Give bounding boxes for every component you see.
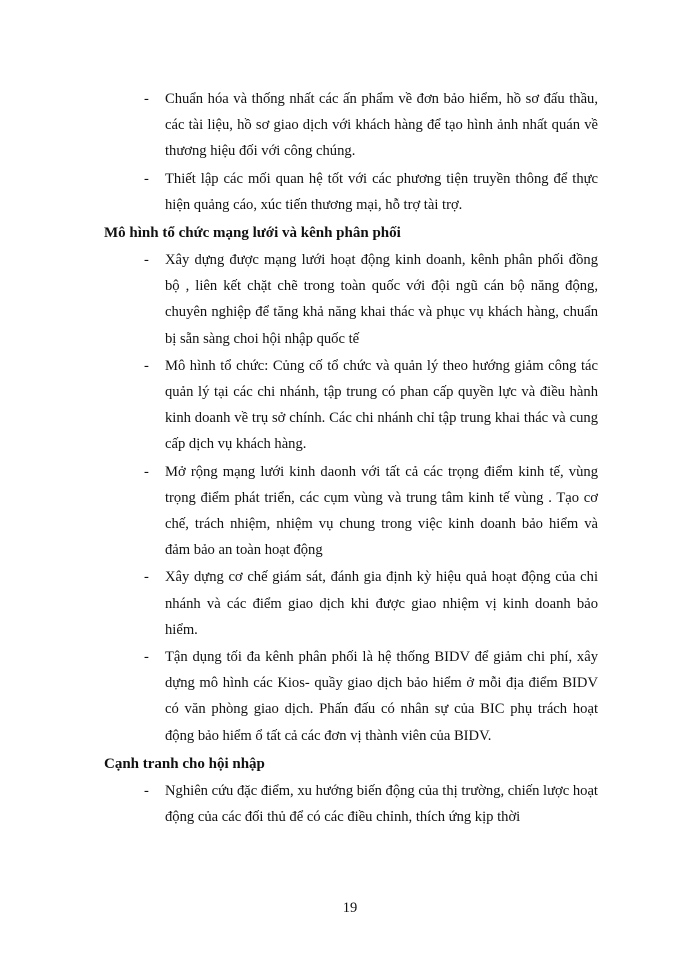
bullet-dash: - [144, 782, 149, 799]
bullet-item [104, 166, 598, 218]
bullet-text: Tận dụng tối đa kênh phân phối là hệ thống BIDV để giảm chi phí, xây dựng mô hình các Kios- quầy giao dịch bảo hiểm ở mỗi địa điểm BIDV có văn phòng giao dịch. Phấn đấu có nhân sự của BIC phụ trách hoạt động bảo hiểm ổ tất cả các đơn vị thành viên của BIDV. [165, 649, 598, 744]
bullet-dash: - [144, 252, 149, 269]
section-heading: Cạnh tranh cho hội nhập [104, 755, 265, 772]
bullet-item [104, 353, 598, 458]
section-network-model [104, 220, 598, 749]
bullet-text: Chuẩn hóa và thống nhất các ấn phẩm về đơn bảo hiểm, hồ sơ đấu thầu, các tài liệu, hồ sơ giao dịch với khách hàng để tạo hình ảnh nhất quán về thương hiệu đối với công chúng. [165, 91, 598, 160]
bullet-text: Thiết lập các mối quan hệ tốt với các phương tiện truyền thông để thực hiện quảng cáo, xúc tiến thương mại, hỗ trợ tài trợ. [165, 170, 598, 213]
bullet-dash: - [144, 357, 149, 374]
bullet-text: Xây dựng được mạng lưới hoạt động kinh doanh, kênh phân phối đồng bộ , liên kết chặt chẽ trong toàn quốc với đội ngũ cán bộ năng động, chuyên nghiệp để tăng khả năng khai thác và phục vụ khách hàng, chuẩn bị sẵn sàng choi hội nhập quốc tế [165, 252, 598, 347]
section-competition [104, 751, 598, 830]
bullet-dash: - [144, 649, 149, 666]
bullet-list [104, 778, 598, 830]
page-number: 19 [342, 900, 358, 916]
bullet-dash: - [144, 569, 149, 586]
bullet-item [104, 459, 598, 564]
bullet-text: Mở rộng mạng lưới kinh daonh với tất cả các trọng điểm kinh tế, vùng trọng điểm phát triển, các cụm vùng và trung tâm kinh tế vùng . Tạo cơ chế, trách nhiệm, nhiệm vụ chung trong việc kinh doanh bảo hiểm và đảm bảo an toàn hoạt động [165, 463, 598, 559]
bullet-dash: - [144, 463, 149, 480]
bullet-item [104, 564, 598, 643]
bullet-item [104, 247, 598, 352]
bullet-item [104, 778, 598, 830]
bullet-text: Mô hình tổ chức: Củng cố tổ chức và quản lý theo hướng giảm công tác quản lý tại các chi nhánh, tập trung có phan cấp quyền lực và điều hành kinh doanh về trụ sở chính. Các chi nhánh chỉ tập trung khai thác và cung cấp dịch vụ khách hàng. [165, 357, 598, 453]
section-continuation [104, 86, 598, 218]
bullet-item [104, 644, 598, 749]
bullet-dash: - [144, 91, 149, 107]
bullet-text: Xây dựng cơ chế giám sát, đánh gia định kỳ hiệu quả hoạt động của chi nhánh và các điểm giao dịch khi được giao nhiệm vị kinh doanh bảo hiểm. [165, 569, 598, 638]
bullet-list [104, 86, 598, 218]
page-content [104, 86, 598, 831]
bullet-text: Nghiên cứu đặc điểm, xu hướng biến động của thị trường, chiến lược hoạt động của các đối thủ để có các điều chỉnh, thích ứng kịp thời [165, 782, 598, 826]
bullet-list [104, 247, 598, 749]
section-heading: Mô hình tổ chức mạng lưới và kênh phân phối [104, 225, 401, 242]
bullet-item [104, 86, 598, 165]
bullet-dash: - [144, 170, 149, 187]
